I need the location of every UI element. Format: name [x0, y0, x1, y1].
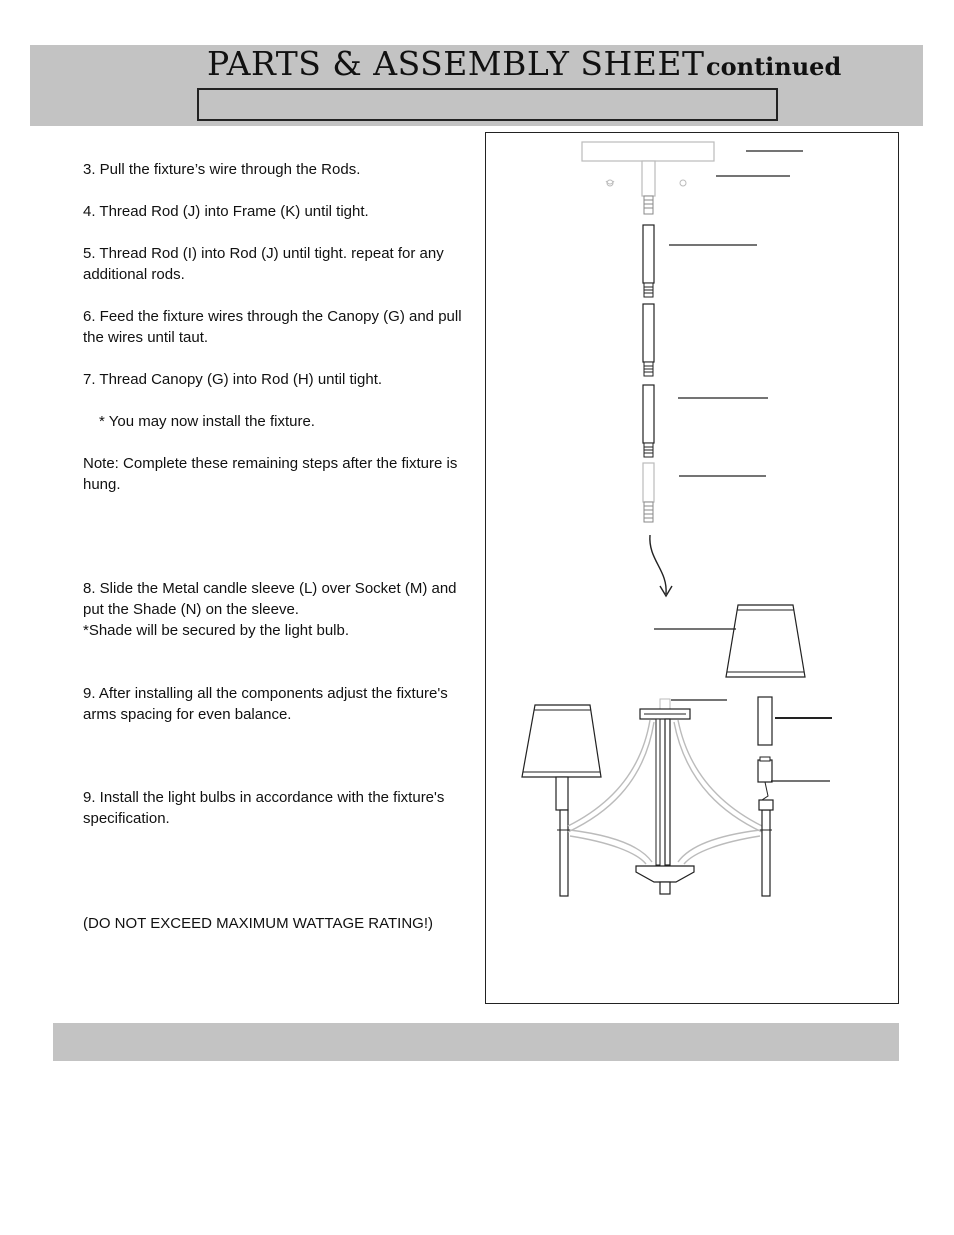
canopy-illustration: [582, 142, 714, 214]
rod-i-illustration: [643, 304, 654, 376]
step-8: 8. Slide the Metal candle sleeve (L) over Socket (M) and put the Shade (N) on the sleeve.: [83, 580, 457, 618]
install-note: * You may now install the fixture.: [99, 413, 315, 430]
shade-note: *Shade will be secured by the light bulb.: [83, 622, 350, 639]
remaining-steps-note: Note: Complete these remaining steps after the fixture is hung.: [83, 455, 458, 493]
footer-band: [53, 1023, 899, 1061]
step-7: 7. Thread Canopy (G) into Rod (H) until tight.: [83, 371, 383, 388]
step-6: 6. Feed the fixture wires through the Canopy (G) and pull the wires until taut.: [83, 308, 462, 346]
wattage-warning: (DO NOT EXCEED MAXIMUM WATTAGE RATING!): [83, 915, 434, 932]
step-9-balance: 9. After installing all the components adjust the fixture's arms spacing for even balance.: [83, 685, 448, 723]
page-title-suffix: continued: [706, 52, 842, 81]
rod-i-second-illustration: [643, 385, 654, 457]
socket-m-illustration: [758, 757, 772, 800]
step-4: 4. Thread Rod (J) into Frame (K) until tight.: [83, 203, 369, 220]
arrow-down-icon: [650, 535, 672, 596]
rod-j-illustration: [643, 463, 654, 522]
step-9-bulbs: 9. Install the light bulbs in accordance with the fixture's specification.: [83, 789, 445, 827]
page-title: PARTS & ASSEMBLY SHEET: [207, 44, 705, 83]
step-5: 5. Thread Rod (I) into Rod (J) until tight. repeat for any additional rods.: [83, 245, 444, 283]
fixture-frame-k-illustration: [522, 699, 773, 896]
step-3: 3. Pull the fixture’s wire through the Rods.: [83, 161, 361, 178]
rod-h-illustration: [643, 225, 654, 297]
candle-sleeve-l-illustration: [758, 697, 772, 745]
shade-n-illustration: [726, 605, 805, 677]
